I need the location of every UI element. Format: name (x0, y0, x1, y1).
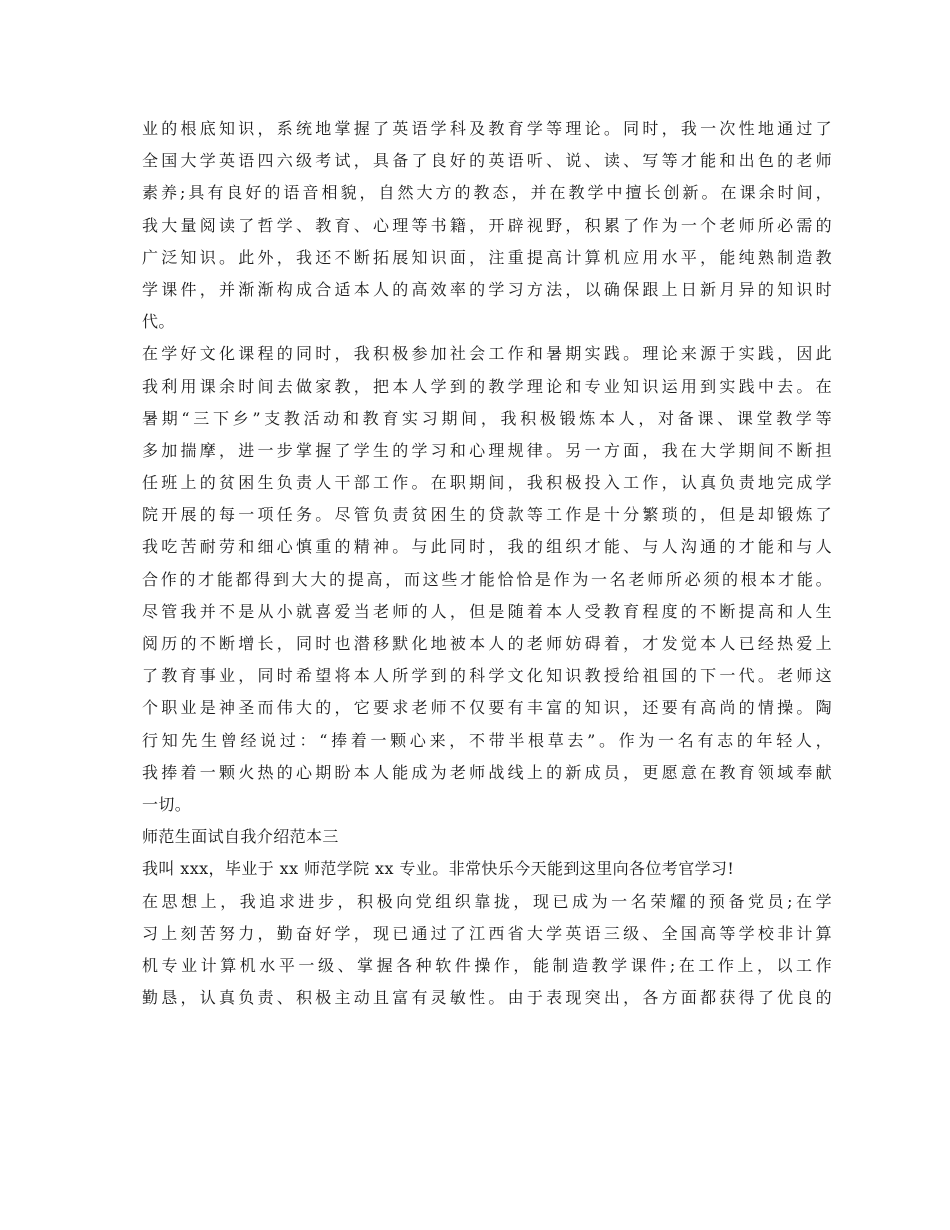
text-line: 在学好文化课程的同时，我积极参加社会工作和暑期实践。理论来源于实践，因此 (142, 344, 832, 364)
text-line: 我叫 xxx，毕业于 xx 师范学院 xx 专业。非常快乐今天能到这里向各位考官学习! (142, 859, 735, 879)
text-line: 广泛知识。此外，我还不断拓展知识面，注重提高计算机应用水平，能纯熟制造教 (142, 247, 832, 267)
text-line: 了教育事业，同时希望将本人所学到的科学文化知识教授给祖国的下一代。老师这 (142, 666, 832, 686)
text-line: 行知先生曾经说过：“捧着一颗心来，不带半根草去”。作为一名有志的年轻人， (142, 730, 832, 750)
text-line: 业的根底知识，系统地掌握了英语学科及教育学等理论。同时，我一次性地通过了 (142, 119, 832, 138)
text-line: 多加揣摩，进一步掌握了学生的学习和心理规律。另一方面，我在大学期间不断担 (142, 440, 832, 460)
text-line: 习上刻苦努力，勤奋好学，现已通过了江西省大学英语三级、全国高等学校非计算 (142, 923, 832, 943)
text-line: 暑期“三下乡”支教活动和教育实习期间，我积极锻炼本人，对备课、课堂教学等 (142, 408, 832, 428)
text-line: 任班上的贫困生负责人干部工作。在职期间，我积极投入工作，认真负责地完成学 (142, 473, 832, 493)
text-line: 阅历的不断增长，同时也潜移默化地被本人的老师妨碍着，才发觉本人已经热爱上 (142, 634, 832, 653)
text-line: 一切。 (142, 794, 192, 814)
text-line: 勤恳，认真负责、积极主动且富有灵敏性。由于表现突出，各方面都获得了优良的 (142, 988, 832, 1008)
text-line: 在思想上，我追求进步，积极向党组织靠拢，现已成为一名荣耀的预备党员;在学 (142, 891, 832, 911)
text-line: 我捧着一颗火热的心期盼本人能成为老师战线上的新成员，更愿意在教育领域奉献 (142, 762, 832, 782)
text-line: 我利用课余时间去做家教，把本人学到的教学理论和专业知识运用到实践中去。在 (142, 376, 832, 396)
text-line: 学课件，并渐渐构成合适本人的高效率的学习方法，以确保跟上日新月异的知识时 (142, 279, 832, 299)
text-line: 师范生面试自我介绍范本三 (142, 827, 339, 847)
text-line: 尽管我并不是从小就喜爱当老师的人，但是随着本人受教育程度的不断提高和人生 (142, 601, 832, 621)
text-line: 我大量阅读了哲学、教育、心理等书籍，开辟视野，积累了作为一个老师所必需的 (142, 215, 832, 235)
document-body (142, 113, 832, 1014)
text-line: 全国大学英语四六级考试，具备了良好的英语听、说、读、写等才能和出色的老师 (142, 151, 832, 171)
text-line: 机专业计算机水平一级、掌握各种软件操作，能制造教学课件;在工作上，以工作 (142, 955, 832, 975)
text-line: 院开展的每一项任务。尽管负责贫困生的贷款等工作是十分繁琐的，但是却锻炼了 (142, 505, 832, 525)
text-line: 个职业是神圣而伟大的，它要求老师不仅要有丰富的知识，还要有高尚的情操。陶 (142, 698, 832, 718)
text-line: 素养;具有良好的语音相貌，自然大方的教态，并在教学中擅长创新。在课余时间， (142, 183, 832, 203)
text-line: 我吃苦耐劳和细心慎重的精神。与此同时，我的组织才能、与人沟通的才能和与人 (142, 537, 832, 557)
text-line: 合作的才能都得到大大的提高，而这些才能恰恰是作为一名老师所必须的根本才能。 (142, 569, 832, 589)
text-line: 代。 (142, 312, 175, 332)
